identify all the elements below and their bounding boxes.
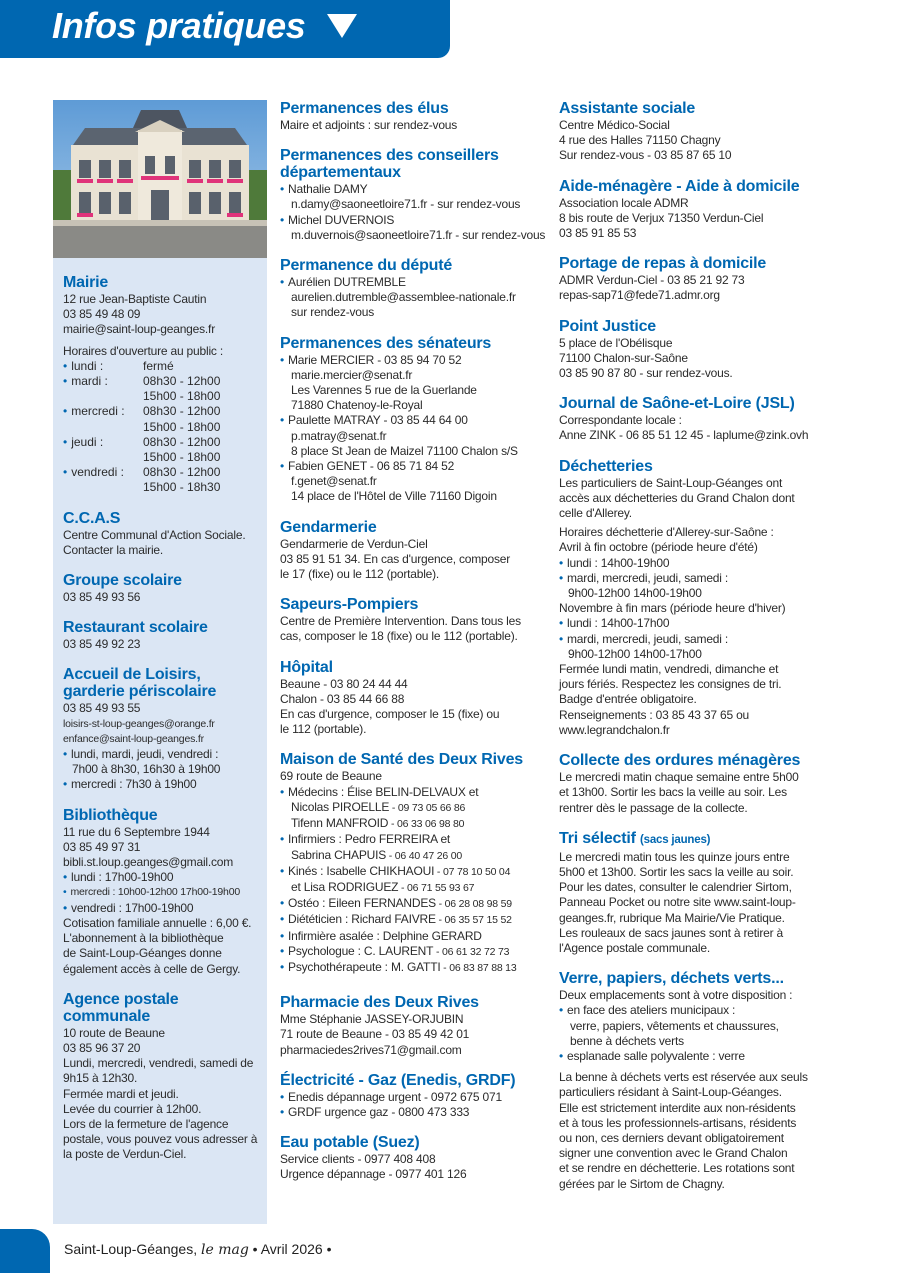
text-line[interactable]: m.duvernois@saoneetloire71.fr - sur rendez-vous (291, 227, 546, 242)
footer-separator: • (326, 1241, 332, 1257)
list-item (280, 912, 550, 928)
text-line: Pour les dates, consulter le calendrier Sirtom, (559, 880, 792, 895)
column-left (53, 100, 267, 1224)
text-line: Deux emplacements sont à votre disposition : (559, 988, 793, 1003)
text-line: gérées par le Sirtom de Chagny. (559, 1176, 725, 1191)
text-line: Cotisation familiale annuelle : 6,00 €. (63, 915, 252, 930)
text-line: 9h15 à 12h30. (63, 1071, 138, 1086)
list-item: • Médecins : Élise BELIN-DELVAUX et (280, 785, 550, 800)
phone: - 06 33 06 98 80 (388, 818, 465, 831)
hours-row (63, 435, 257, 450)
list-item: benne à déchets verts (570, 1033, 684, 1048)
text-line: 03 85 90 87 80 - sur rendez-vous. (559, 366, 733, 381)
pompiers-title: Sapeurs-Pompiers (280, 596, 419, 614)
sante-section (280, 751, 550, 976)
tri-title-text: Tri sélectif (559, 829, 636, 847)
page-header (0, 0, 450, 58)
text-line[interactable]: enfance@saint-loup-geanges.fr (63, 732, 204, 745)
town-hall-photo (53, 100, 267, 258)
text-line: 03 85 49 92 23 (63, 637, 141, 652)
aide-title: Aide-ménagère - Aide à domicile (559, 177, 800, 195)
conseillers-title: Permanences des conseillers départementaux (280, 147, 499, 182)
text-line: particuliers résidant à Saint-Loup-Géanges. (559, 1085, 782, 1100)
name: Psychothérapeute : M. GATTI (288, 959, 441, 974)
text-line: Le mercredi matin chaque semaine entre 5h00 (559, 770, 799, 785)
text-line: Contacter la mairie. (63, 542, 164, 557)
hours-row (63, 465, 257, 480)
text-line: la poste de Verdun-Ciel. (63, 1147, 187, 1162)
hours-row (63, 420, 257, 435)
text-line: également accès à celle de Gergy. (63, 961, 241, 976)
text-line: le 17 (fixe) ou le 112 (portable). (280, 567, 440, 582)
list-item: • lundi : 17h00-19h00 (63, 870, 257, 885)
list-item: verre, papiers, vêtements et chaussures, (570, 1018, 779, 1033)
text-line: sur rendez-vous (291, 305, 375, 320)
elus-title: Permanences des élus (280, 100, 449, 117)
hours-row (63, 359, 257, 374)
hours-value: fermé (143, 358, 174, 373)
groupe-scolaire-section (63, 572, 257, 605)
agence-postale-section (63, 991, 257, 1163)
text-line: ou non, ces derniers devant obligatoirement (559, 1130, 784, 1145)
text-line: 71 route de Beaune - 03 85 49 42 01 (280, 1027, 470, 1042)
pompiers-section (280, 596, 550, 644)
list-item: • Nathalie DAMY (280, 182, 550, 197)
name: Kinés : Isabelle CHIKHAOUI (288, 863, 435, 878)
gendarmerie-title: Gendarmerie (280, 518, 377, 536)
text-line: Gendarmerie de Verdun-Ciel (280, 536, 428, 551)
mairie-section (63, 274, 257, 496)
text-line: de Saint-Loup-Géanges donne (63, 946, 222, 961)
eau-section (280, 1134, 550, 1182)
name: Sabrina CHAPUIS (291, 847, 387, 862)
assistante-title: Assistante sociale (559, 100, 696, 117)
sante-title: Maison de Santé des Deux Rives (280, 751, 523, 769)
text-line: Les rouleaux de sacs jaunes sont à retirer à (559, 925, 783, 940)
text-line: 11 rue du 6 Septembre 1944 (63, 824, 210, 839)
page-title: Infos pratiques (52, 5, 306, 46)
text-line: ADMR Verdun-Ciel - 03 85 21 92 73 (559, 273, 745, 288)
list-item: • mardi, mercredi, jeudi, samedi : (559, 571, 821, 586)
justice-section (559, 318, 821, 382)
text-line: accès aux déchetteries du Grand Chalon dont (559, 490, 795, 505)
text-line[interactable]: bibli.st.loup.geanges@gmail.com (63, 855, 234, 870)
loisirs-title: Accueil de Loisirs, garderie périscolaire (63, 666, 217, 701)
mairie-address: 12 rue Jean-Baptiste Cautin (63, 292, 207, 306)
text-line: 03 85 49 93 55 (63, 701, 141, 716)
list-item: • mardi, mercredi, jeudi, samedi : (559, 632, 821, 647)
list-item: • Marie MERCIER - 03 85 94 70 52 (280, 353, 550, 368)
text-line: Centre Médico-Social (559, 118, 670, 132)
verre-title: Verre, papiers, déchets verts... (559, 970, 784, 988)
text-line: le 112 (portable). (280, 722, 367, 737)
text-line: Fermée mardi et jeudi. (63, 1086, 179, 1101)
text-line: 10 route de Beaune (63, 1025, 165, 1040)
hours-value: 08h30 - 12h00 (143, 465, 221, 480)
dechetteries-section (559, 458, 821, 738)
text-line[interactable]: p.matray@senat.fr (291, 428, 387, 443)
elus-section (280, 100, 550, 133)
list-item: • mercredi : 10h00-12h00 17h00-19h00 (63, 885, 257, 900)
restaurant-scolaire-section (63, 619, 257, 652)
text-line: et se rendre en déchetterie. Les rotations sont (559, 1161, 795, 1176)
footer-tab (0, 1229, 50, 1273)
text-line: jours fériés. Respectez les consignes de tri. (559, 677, 782, 692)
phone: - 06 28 08 98 59 (435, 898, 512, 911)
text-line: et à tous les professionnels-artisans, résidents (559, 1115, 797, 1130)
text-line: Panneau Pocket ou notre site www.saint-loup- (559, 895, 796, 910)
conseillers-section (280, 147, 550, 243)
text-line: Anne ZINK - 06 85 51 12 45 - laplume@zink.ovh (559, 428, 809, 443)
text-line: 5 place de l'Obélisque (559, 335, 673, 350)
list-item: • GRDF urgence gaz - 0800 473 333 (280, 1105, 550, 1120)
text-line: Sur rendez-vous - 03 85 87 65 10 (559, 148, 732, 163)
collecte-title: Collecte des ordures ménagères (559, 752, 801, 770)
ccas-title: C.C.A.S (63, 509, 121, 527)
list-item: • lundi : 14h00-17h00 (559, 616, 821, 631)
text-line[interactable]: repas-sap71@fede71.admr.org (559, 288, 720, 303)
text-line: Novembre à fin mars (période heure d'hiver) (559, 601, 786, 616)
tri-subtitle: (sacs jaunes) (640, 833, 711, 846)
hours-value: 15h00 - 18h30 (143, 480, 221, 495)
portage-section (559, 255, 821, 303)
hours-value: 15h00 - 18h00 (143, 419, 221, 434)
phone: - 06 35 57 15 52 (435, 914, 512, 927)
hours-day: • mardi : (63, 374, 143, 389)
text-line: 71880 Chatenoy-le-Royal (291, 398, 423, 413)
footer-text (64, 1241, 332, 1258)
text-line: Renseignements : 03 85 43 37 65 ou (559, 707, 750, 722)
senateurs-title: Permanences des sénateurs (280, 334, 492, 352)
list-item: • lundi, mardi, jeudi, vendredi : (63, 747, 257, 762)
hours-row (63, 480, 257, 495)
list-item: 9h00-12h00 14h00-17h00 (568, 646, 702, 661)
list-item (280, 896, 550, 912)
hours-row (63, 374, 257, 389)
text-line: 8 place St Jean de Maizel 71100 Chalon s/S (291, 443, 518, 458)
list-item: • Infirmière asalée : Delphine GERARD (280, 929, 550, 944)
text-line: L'abonnement à la bibliothèque (63, 931, 224, 946)
hours-row (63, 450, 257, 465)
phone: - 09 73 05 66 86 (389, 801, 466, 814)
hopital-title: Hôpital (280, 658, 333, 676)
list-item: 7h00 à 8h30, 16h30 à 19h00 (72, 762, 221, 777)
list-item: • Fabien GENET - 06 85 71 84 52 (280, 459, 550, 474)
phone: - 07 78 10 50 04 (434, 865, 511, 878)
list-item: • Paulette MATRAY - 03 85 44 64 00 (280, 413, 550, 428)
electricite-title: Électricité - Gaz (Enedis, GRDF) (280, 1071, 516, 1089)
text-line: 5h00 et 13h00. Sortir les sacs la veille au soir. (559, 864, 794, 879)
text-line: Service clients - 0977 408 408 (280, 1152, 436, 1167)
ccas-section (63, 510, 257, 558)
verre-section (559, 970, 821, 1192)
text-line: 8 bis route de Verjux 71350 Verdun-Ciel (559, 210, 764, 225)
list-item: • Michel DUVERNOIS (280, 213, 550, 228)
footer-mag-logo: le mag (200, 1242, 249, 1258)
list-item: • Enedis dépannage urgent - 0972 675 071 (280, 1090, 550, 1105)
list-item (280, 848, 550, 864)
text-line: Les Varennes 5 rue de la Guerlande (291, 383, 477, 398)
list-item: • Aurélien DUTREMBLE (280, 275, 550, 290)
text-line: Chalon - 03 85 44 66 88 (280, 691, 405, 706)
tri-title (559, 830, 821, 849)
list-item: • vendredi : 17h00-19h00 (63, 901, 257, 916)
depute-section (280, 257, 550, 321)
assistante-section (559, 100, 821, 164)
list-item: 9h00-12h00 14h00-19h00 (568, 586, 702, 601)
list-item (280, 960, 550, 976)
eau-title: Eau potable (Suez) (280, 1134, 420, 1152)
hours-row (63, 404, 257, 419)
text-line: 03 85 91 85 53 (559, 226, 637, 241)
name: Nicolas PIROELLE (291, 799, 390, 814)
text-line: 03 85 49 93 56 (63, 590, 141, 605)
jsl-title: Journal de Saône-et-Loire (JSL) (559, 395, 795, 413)
phone: - 06 83 87 88 13 (440, 961, 517, 974)
text-line: 71100 Chalon-sur-Saône (559, 350, 688, 365)
text-line: Horaires déchetterie d'Allerey-sur-Saône : (559, 525, 774, 540)
hours-value: 08h30 - 12h00 (143, 374, 221, 389)
hours-value: 15h00 - 18h00 (143, 389, 221, 404)
name: Diététicien : Richard FAIVRE (288, 912, 436, 927)
hours-value: 08h30 - 12h00 (143, 404, 221, 419)
text-line: Lors de la fermeture de l'agence (63, 1116, 229, 1131)
pharmacie-section (280, 994, 550, 1058)
hours-day: • lundi : (63, 359, 143, 374)
name: Psychologue : C. LAURENT (288, 943, 434, 958)
text-line: La benne à déchets verts est réservée aux seuls (559, 1070, 808, 1085)
name: et Lisa RODRIGUEZ (291, 879, 399, 894)
hours-day: • mercredi : (63, 404, 143, 419)
text-line: Centre de Première Intervention. Dans tous les (280, 614, 521, 629)
pharmacie-title: Pharmacie des Deux Rives (280, 994, 479, 1012)
list-item (280, 800, 550, 816)
groupe-scolaire-title: Groupe scolaire (63, 572, 182, 590)
text-line[interactable]: n.damy@saoneetloire71.fr - sur rendez-vous (291, 197, 521, 212)
mairie-phone: 03 85 49 48 09 (63, 307, 141, 322)
list-item: • en face des ateliers municipaux : (559, 1003, 821, 1018)
list-item (280, 816, 550, 832)
text-line: Beaune - 03 80 24 44 44 (280, 676, 408, 691)
text-line: Le mercredi matin tous les quinze jours entre (559, 849, 790, 864)
text-line: rentrer dès le passage de la collecte. (559, 800, 748, 815)
column-middle (280, 100, 550, 1197)
text-line: Avril à fin octobre (période heure d'été) (559, 540, 758, 555)
collecte-section (559, 752, 821, 816)
text-line: Lundi, mercredi, vendredi, samedi de (63, 1056, 254, 1071)
aide-section (559, 178, 821, 242)
text-line[interactable]: loisirs-st-loup-geanges@orange.fr (63, 717, 215, 730)
bibliotheque-title: Bibliothèque (63, 806, 158, 824)
text-line: et 13h00. Sortir les bacs la veille au soir. Les (559, 785, 787, 800)
restaurant-scolaire-title: Restaurant scolaire (63, 619, 208, 637)
text-line: En cas d'urgence, composer le 15 (fixe) ou (280, 707, 500, 722)
name: Tifenn MANFROID (291, 816, 389, 831)
text-line: 69 route de Beaune (280, 769, 382, 784)
list-item: • Infirmiers : Pedro FERREIRA et (280, 832, 550, 847)
electricite-section (280, 1072, 550, 1120)
text-line: Badge d'entrée obligatoire. (559, 692, 697, 707)
hours-value: 08h30 - 12h00 (143, 434, 221, 449)
hours-day: • vendredi : (63, 465, 143, 480)
depute-title: Permanence du député (280, 257, 453, 275)
text-line: celle d'Allerey. (559, 506, 632, 521)
phone: - 06 71 55 93 67 (398, 881, 475, 894)
text-line: geanges.fr, rubrique Ma Mairie/Vie Pratique. (559, 910, 785, 925)
mairie-email[interactable]: mairie@saint-loup-geanges.fr (63, 322, 215, 337)
text-line: l'Agence postale communale. (559, 940, 710, 955)
footer-separator: • (252, 1241, 258, 1257)
text-line[interactable]: www.legrandchalon.fr (559, 722, 670, 737)
bibliotheque-section (63, 807, 257, 977)
text-line: 03 85 96 37 20 (63, 1040, 141, 1055)
loisirs-section (63, 666, 257, 792)
text-line: Correspondante locale : (559, 413, 682, 428)
text-line: 03 85 49 97 31 (63, 839, 141, 854)
text-line: Elle est strictement interdite aux non-résidents (559, 1100, 796, 1115)
list-item: • esplanade salle polyvalente : verre (559, 1049, 821, 1064)
text-line: Maire et adjoints : sur rendez-vous (280, 118, 458, 132)
justice-title: Point Justice (559, 317, 656, 335)
mairie-title: Mairie (63, 274, 109, 291)
list-item: • mercredi : 7h30 à 19h00 (63, 777, 257, 792)
text-line: 03 85 91 51 34. En cas d'urgence, composer (280, 551, 511, 566)
dechetteries-title: Déchetteries (559, 457, 653, 475)
phone: - 06 61 32 72 73 (433, 945, 510, 958)
footer-town: Saint-Loup-Géanges, (64, 1241, 198, 1257)
text-line: Levée du courrier à 12h00. (63, 1101, 202, 1116)
hours-row (63, 389, 257, 404)
text-line: Les particuliers de Saint-Loup-Géanges ont (559, 475, 783, 490)
list-item (280, 944, 550, 960)
text-line[interactable]: f.genet@senat.fr (291, 474, 377, 489)
jsl-section (559, 395, 821, 443)
text-line: Fermée lundi matin, vendredi, dimanche et (559, 662, 779, 677)
footer-date: Avril 2026 (260, 1241, 323, 1257)
text-line: 14 place de l'Hôtel de Ville 71160 Digoin (291, 489, 497, 504)
text-line: Urgence dépannage - 0977 401 126 (280, 1167, 467, 1182)
column-right (559, 100, 821, 1206)
gendarmerie-section (280, 519, 550, 583)
text-line[interactable]: pharmaciedes2rives71@gmail.com (280, 1042, 462, 1057)
text-line: postale, vous pouvez vous adresser à (63, 1132, 258, 1147)
senateurs-section (280, 335, 550, 505)
text-line: Mme Stéphanie JASSEY-ORJUBIN (280, 1012, 464, 1027)
portage-title: Portage de repas à domicile (559, 255, 767, 273)
list-item: • lundi : 14h00-19h00 (559, 556, 821, 571)
hopital-section (280, 659, 550, 738)
name: Ostéo : Eileen FERNANDES (288, 896, 436, 911)
text-line[interactable]: aurelien.dutremble@assemblee-nationale.fr (291, 290, 516, 305)
text-line: cas, composer le 18 (fixe) ou le 112 (portable). (280, 629, 518, 644)
agence-postale-title: Agence postale communale (63, 990, 179, 1025)
text-line: 4 rue des Halles 71150 Chagny (559, 133, 721, 148)
text-line: Association locale ADMR (559, 195, 689, 210)
hours-day: • jeudi : (63, 435, 143, 450)
tri-section (559, 830, 821, 956)
list-item (280, 864, 550, 880)
mairie-hours-title: Horaires d'ouverture au public : (63, 343, 223, 358)
list-item (280, 880, 550, 896)
text-line: Centre Communal d'Action Sociale. (63, 527, 246, 542)
phone: - 06 40 47 26 00 (386, 849, 463, 862)
hours-value: 15h00 - 18h00 (143, 450, 221, 465)
text-line[interactable]: marie.mercier@senat.fr (291, 367, 413, 382)
text-line: signer une convention avec le Grand Chalon (559, 1146, 788, 1161)
triangle-down-icon (327, 14, 357, 38)
